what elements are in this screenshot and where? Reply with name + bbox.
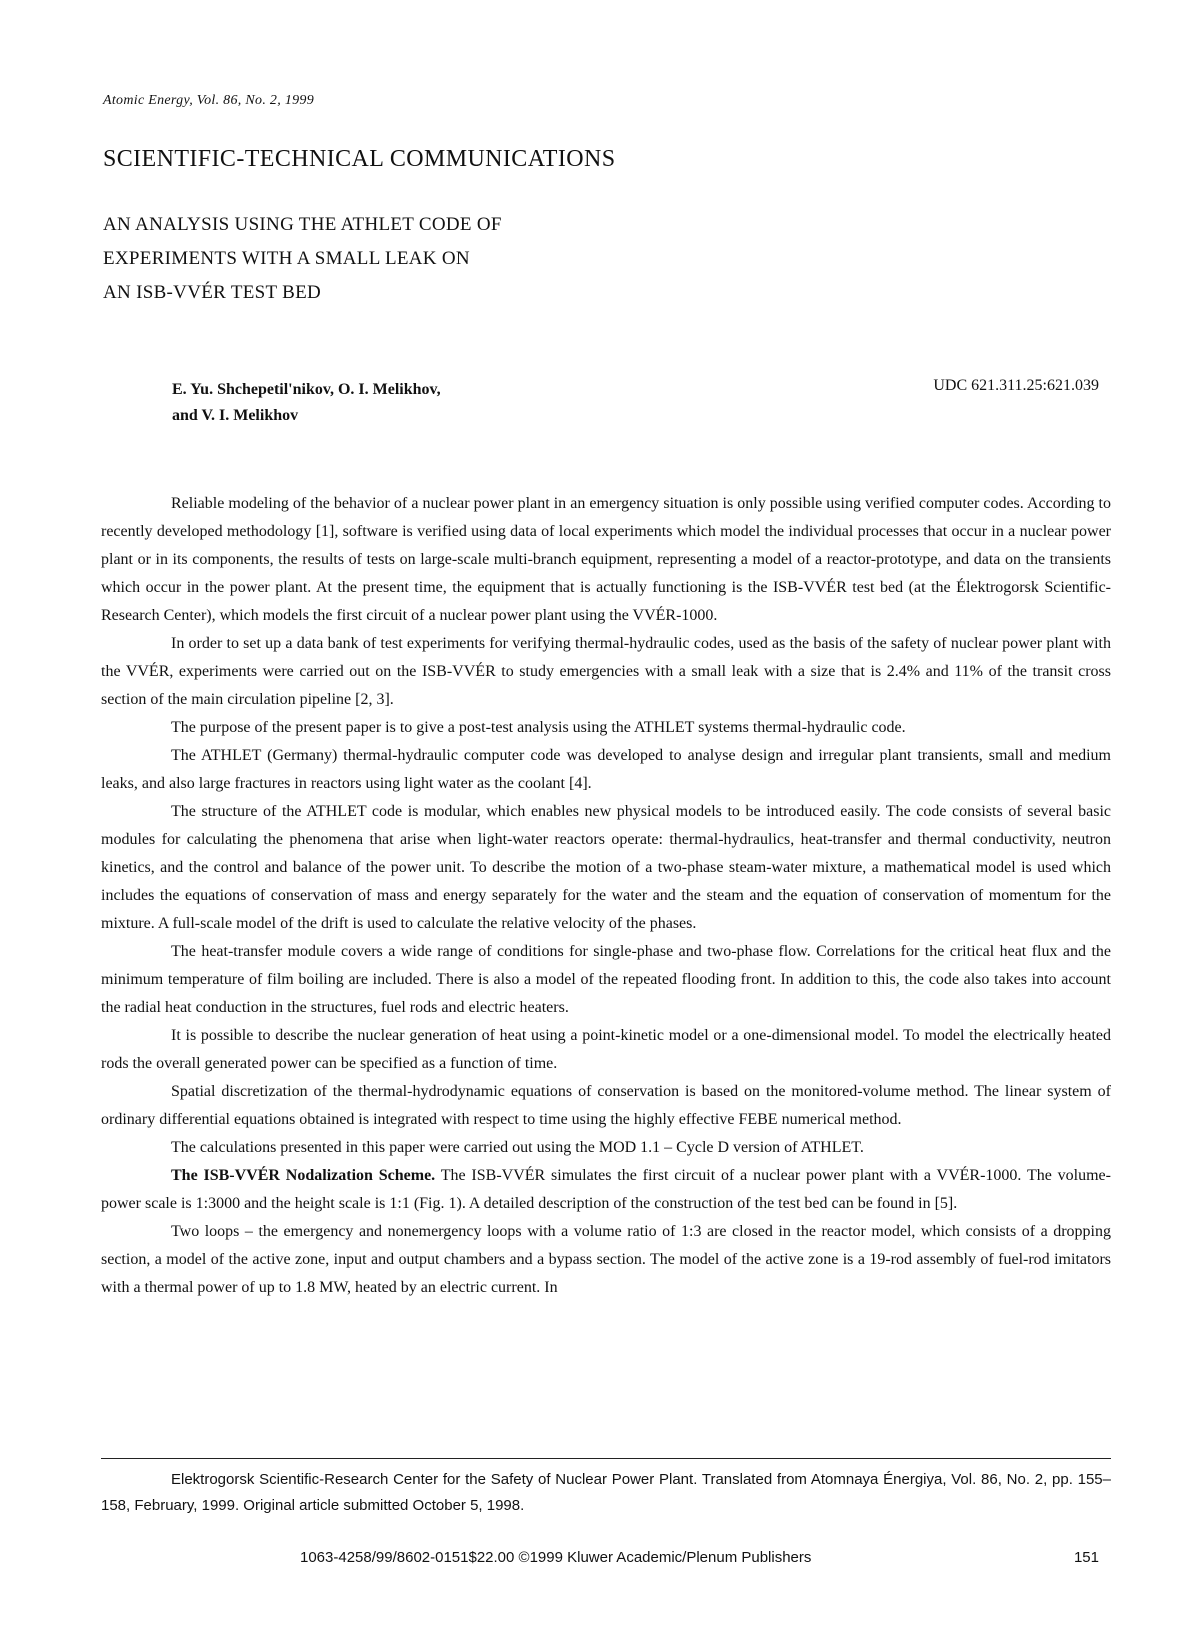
title-line: AN ISB-VVÉR TEST BED	[103, 282, 322, 303]
title-line: AN ANALYSIS USING THE ATHLET CODE OF	[103, 214, 502, 235]
footnote-divider	[101, 1458, 1111, 1459]
udc-code: UDC 621.311.25:621.039	[933, 377, 1099, 394]
paragraph: The calculations presented in this paper were carried out using the MOD 1.1 – Cycle D version of ATHLET.	[171, 1139, 864, 1156]
paragraph	[101, 1162, 1111, 1218]
copyright-line: 1063-4258/99/8602-0151$22.00 ©1999 Kluwer Academic/Plenum Publishers	[300, 1549, 812, 1566]
paragraph: In order to set up a data bank of test experiments for verifying thermal-hydraulic codes, used as the basis of the safety of nuclear power plant with the VVÉR, experiments were carried out on the ISB-VVÉR to study emergencies with a small leak with a size that is 2.4% and 11% of the transit cross section of the main circulation pipeline [2, 3].	[101, 635, 1111, 708]
paragraph-text: The ISB-VVÉR simulates the first circuit of a nuclear power plant with a VVÉR-1000. The volume-power scale is 1:3000 and the height scale is 1:1 (Fig. 1). A detailed description of the construction of the test bed can be found in [5].	[101, 1167, 1111, 1212]
paragraph: It is possible to describe the nuclear generation of heat using a point-kinetic model or a one-dimensional model. To model the electrically heated rods the overall generated power can be specified as a function of time.	[101, 1027, 1111, 1072]
authors	[172, 377, 441, 429]
paragraph: The structure of the ATHLET code is modular, which enables new physical models to be introduced easily. The code consists of several basic modules for calculating the phenomena that arise when light-water reactors operate: thermal-hydraulics, heat-transfer and thermal conductivity, neutron kinetics, and the control and balance of the power unit. To describe the motion of a two-phase steam-water mixture, a mathematical model is used which includes the equations of conservation of mass and energy separately for the water and the steam and the equation of conservation of momentum for the mixture. A full-scale model of the drift is used to calculate the relative velocity of the phases.	[101, 803, 1111, 932]
title-line: EXPERIMENTS WITH A SMALL LEAK ON	[103, 248, 470, 269]
authors-line: E. Yu. Shchepetil'nikov, O. I. Melikhov,	[172, 381, 441, 398]
paragraph: Spatial discretization of the thermal-hydrodynamic equations of conservation is based on the monitored-volume method. The linear system of ordinary differential equations obtained is integrated with respect to time using the highly effective FEBE numerical method.	[101, 1083, 1111, 1128]
paragraph: The purpose of the present paper is to give a post-test analysis using the ATHLET systems thermal-hydraulic code.	[171, 719, 906, 736]
journal-citation: Atomic Energy, Vol. 86, No. 2, 1999	[103, 93, 315, 108]
article-title	[103, 208, 502, 310]
article-body	[101, 490, 1111, 1302]
page-number: 151	[1073, 1549, 1099, 1566]
paragraph: The ATHLET (Germany) thermal-hydraulic computer code was developed to analyse design and irregular plant transients, small and medium leaks, and also large fractures in reactors using light water as the coolant [4].	[101, 747, 1111, 792]
paragraph: Two loops – the emergency and nonemergency loops with a volume ratio of 1:3 are closed in the reactor model, which consists of a dropping section, a model of the active zone, input and output chambers and a bypass section. The model of the active zone is a 19-rod assembly of fuel-rod imitators with a thermal power of up to 1.8 MW, heated by an electric current. In	[101, 1223, 1111, 1296]
paragraph: Reliable modeling of the behavior of a nuclear power plant in an emergency situation is only possible using verified computer codes. According to recently developed methodology [1], software is verified using data of local experiments which model the individual processes that occur in a nuclear power plant or in its components, the results of tests on large-scale multi-branch equipment, representing a model of a reactor-prototype, and data on the transients which occur in the power plant. At the present time, the equipment that is actually functioning is the ISB-VVÉR test bed (at the Élektrogorsk Scientific-Research Center), which models the first circuit of a nuclear power plant using the VVÉR-1000.	[101, 495, 1111, 624]
paragraph: The heat-transfer module covers a wide range of conditions for single-phase and two-phase flow. Correlations for the critical heat flux and the minimum temperature of film boiling are included. There is also a model of the repeated flooding front. In addition to this, the code also takes into account the radial heat conduction in the structures, fuel rods and electric heaters.	[101, 943, 1111, 1016]
section-heading: SCIENTIFIC-TECHNICAL COMMUNICATIONS	[103, 146, 616, 172]
footnote: Elektrogorsk Scientific-Research Center for the Safety of Nuclear Power Plant. Translated from Atomnaya Énergiya, Vol. 86, No. 2, pp. 155–158, February, 1999. Original article submitted October 5, 1998.	[101, 1471, 1111, 1514]
subsection-heading: The ISB-VVÉR Nodalization Scheme.	[171, 1167, 436, 1184]
authors-line: and V. I. Melikhov	[172, 407, 299, 424]
